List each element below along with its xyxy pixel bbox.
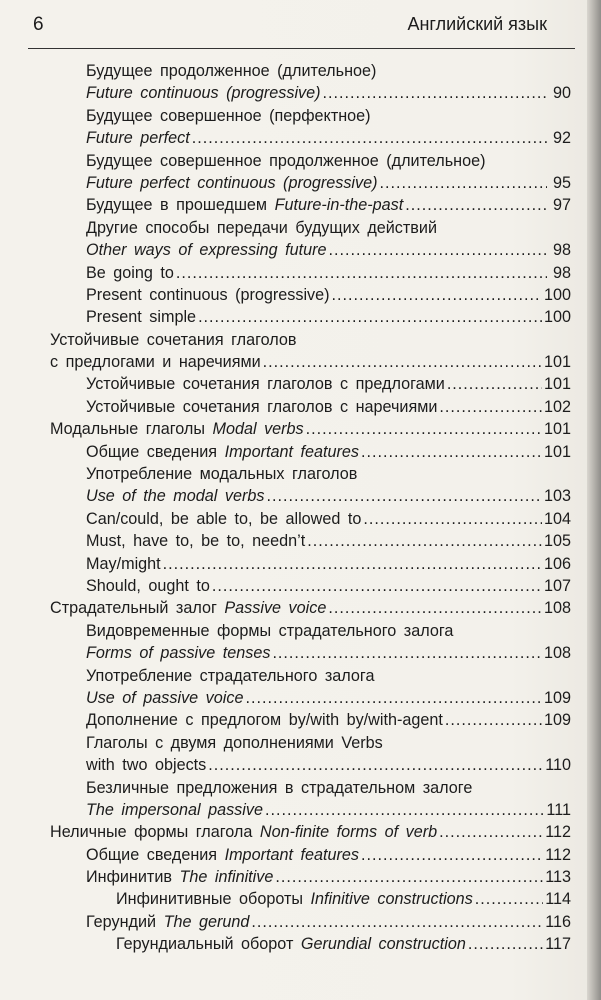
toc-entry[interactable]	[86, 687, 571, 709]
dot-leader	[198, 306, 542, 328]
toc-entry-title-italic: The infinitive	[179, 868, 274, 887]
toc-page-number: 108	[543, 644, 571, 663]
toc-heading-text: Будущее продолженное (длительное)	[86, 62, 377, 80]
toc-row	[0, 82, 601, 104]
toc-page-number: 95	[552, 173, 571, 192]
toc-heading-text: Видовременные формы страдательного залога	[86, 621, 454, 640]
toc-entry-title-italic: Future continuous (progressive)	[86, 84, 321, 103]
dot-leader	[475, 888, 543, 910]
toc-row	[0, 262, 601, 284]
toc-row	[0, 441, 601, 463]
dot-leader	[245, 687, 542, 709]
toc-page-number: 116	[545, 912, 571, 931]
dot-leader	[263, 351, 542, 373]
toc-entry[interactable]	[86, 508, 571, 530]
toc-page-number: 117	[545, 935, 571, 954]
toc-page-number: 111	[546, 800, 571, 819]
toc-heading-text: Употребление модальных глаголов	[86, 465, 358, 484]
toc-entry-title-plain: May/might	[86, 554, 161, 573]
toc-row	[0, 777, 601, 799]
toc-row	[0, 127, 601, 149]
toc-heading-text: Будущее совершенное (перфектное)	[86, 106, 371, 125]
toc-entry-title-plain: Общие сведения	[86, 845, 225, 864]
dot-leader	[328, 597, 542, 619]
toc-page-number: 101	[543, 353, 571, 372]
toc-entry[interactable]	[86, 844, 571, 866]
toc-entry-title-italic: Use of passive voice	[86, 688, 244, 707]
toc-entry-title	[86, 642, 270, 664]
toc-entry[interactable]	[86, 754, 571, 776]
toc-entry-title-italic: Forms of passive tenses	[86, 644, 271, 663]
dot-leader	[468, 933, 543, 955]
toc-entry-title-italic: Use of the modal verbs	[86, 487, 265, 506]
toc-row	[0, 553, 601, 575]
toc-page-number: 110	[545, 756, 571, 775]
dot-leader	[251, 911, 543, 933]
toc-row	[0, 373, 601, 395]
toc-row	[0, 217, 601, 239]
toc-entry-title	[50, 418, 304, 440]
dot-leader	[323, 82, 547, 104]
toc-row	[0, 194, 601, 216]
toc-entry[interactable]	[86, 441, 571, 463]
toc-entry-title	[86, 194, 403, 216]
toc-entry[interactable]	[86, 306, 571, 328]
toc-row	[0, 844, 601, 866]
toc-entry[interactable]	[86, 239, 571, 261]
dot-leader	[439, 821, 543, 843]
toc-entry[interactable]	[86, 373, 571, 395]
toc-entry-title	[86, 306, 196, 328]
dot-leader	[192, 127, 547, 149]
toc-entry-title	[116, 933, 466, 955]
toc-row	[0, 530, 601, 552]
toc-entry-title-plain: с предлогами и наречиями	[50, 353, 261, 372]
toc-row	[0, 351, 601, 373]
toc-entry-title-plain: Should, ought to	[86, 576, 210, 595]
dot-leader	[380, 172, 547, 194]
toc-row	[0, 508, 601, 530]
toc-entry-title-italic: Passive voice	[224, 599, 327, 618]
toc-page-number: 113	[545, 868, 571, 887]
toc-entry-title	[86, 866, 273, 888]
toc-row	[0, 821, 601, 843]
dot-leader	[445, 709, 542, 731]
toc-entry-title-italic: Other ways of expressing future	[86, 241, 327, 260]
toc-entry-title-plain: Can/could, be able to, be allowed to	[86, 509, 362, 528]
toc-entry-title	[86, 239, 327, 261]
dot-leader	[272, 642, 542, 664]
toc-row	[0, 799, 601, 821]
toc-entry-title-plain: Будущее в прошедшем	[86, 196, 275, 215]
toc-page-number: 108	[543, 599, 571, 618]
dot-leader	[266, 485, 542, 507]
toc-entry-title	[86, 284, 330, 306]
page-header	[0, 0, 587, 50]
toc-entry-title	[116, 888, 473, 910]
toc-entry-title	[86, 575, 210, 597]
toc-entry-title-plain: Герундиальный оборот	[116, 935, 301, 954]
toc-row	[0, 754, 601, 776]
toc-entry-title	[86, 687, 243, 709]
toc-page-number: 107	[543, 576, 571, 595]
dot-leader	[447, 373, 542, 395]
toc-entry[interactable]	[86, 172, 571, 194]
running-title: Английский язык	[407, 14, 547, 34]
header-rule	[28, 48, 575, 49]
toc-entry[interactable]	[86, 127, 571, 149]
toc-entry-title-italic: Modal verbs	[212, 420, 304, 439]
toc-entry-title-italic: Future perfect	[86, 129, 190, 148]
toc-entry[interactable]	[50, 351, 571, 373]
toc-entry-title-plain: Инфинитив	[86, 868, 180, 887]
toc-row	[0, 485, 601, 507]
toc-heading-text: Безличные предложения в страдательном залоге	[86, 778, 473, 797]
toc-entry-title-italic: Future-in-the-past	[274, 196, 404, 215]
page-number: 6	[33, 14, 44, 35]
dot-leader	[265, 799, 544, 821]
toc-page-number: 109	[543, 711, 571, 730]
toc-entry-title-italic: The impersonal passive	[86, 800, 263, 819]
toc-entry[interactable]	[86, 709, 571, 731]
toc-entry[interactable]	[86, 799, 571, 821]
toc-heading-text: Глаголы с двумя дополнениями Verbs	[86, 733, 383, 752]
toc-entry-title	[86, 172, 378, 194]
toc-entry-title	[86, 396, 437, 418]
dot-leader	[361, 844, 543, 866]
toc-entry-title-italic: Important features	[224, 845, 359, 864]
dot-leader	[439, 396, 542, 418]
toc-row	[0, 911, 601, 933]
dot-leader	[176, 262, 547, 284]
toc-entry-title-plain: Устойчивые сочетания глаголов с наречиями	[86, 397, 438, 416]
dot-leader	[405, 194, 547, 216]
toc-entry-title-italic: Infinitive constructions	[310, 890, 473, 909]
dot-leader	[212, 575, 542, 597]
toc-entry-title	[86, 441, 359, 463]
toc-row	[0, 732, 601, 754]
toc-row	[0, 105, 601, 127]
toc-entry[interactable]	[86, 530, 571, 552]
toc-entry[interactable]	[116, 933, 571, 955]
toc-entry-title	[86, 127, 190, 149]
toc-row	[0, 396, 601, 418]
page-edge	[587, 0, 601, 1000]
toc-entry-title-italic: Gerundial construction	[300, 935, 466, 954]
toc-entry[interactable]	[86, 642, 571, 664]
dot-leader	[332, 284, 542, 306]
toc-entry[interactable]	[50, 821, 571, 843]
toc-row	[0, 709, 601, 731]
table-of-contents	[0, 60, 601, 956]
toc-row	[0, 620, 601, 642]
toc-page-number: 98	[552, 241, 571, 260]
dot-leader	[275, 866, 543, 888]
dot-leader	[163, 553, 542, 575]
toc-row	[0, 306, 601, 328]
toc-entry-title	[86, 485, 264, 507]
toc-row	[0, 329, 601, 351]
toc-page-number: 92	[552, 129, 571, 148]
toc-entry-title	[50, 821, 437, 843]
toc-row	[0, 284, 601, 306]
toc-page-number: 101	[543, 375, 571, 394]
toc-entry-title	[50, 597, 326, 619]
toc-entry-title	[86, 844, 359, 866]
toc-row	[0, 597, 601, 619]
toc-entry[interactable]	[86, 911, 571, 933]
toc-page-number: 100	[543, 308, 571, 327]
toc-page-number: 98	[552, 263, 571, 282]
toc-entry-title-plain: with two objects	[86, 756, 207, 775]
toc-entry-title	[86, 530, 305, 552]
toc-row	[0, 150, 601, 172]
toc-entry[interactable]	[50, 597, 571, 619]
toc-entry-title-italic: Important features	[224, 442, 359, 461]
toc-row	[0, 463, 601, 485]
toc-entry-title	[86, 799, 263, 821]
toc-entry[interactable]	[86, 194, 571, 216]
dot-leader	[361, 441, 542, 463]
toc-page-number: 90	[552, 84, 571, 103]
dot-leader	[329, 239, 547, 261]
toc-entry-title-plain: Модальные глаголы	[50, 420, 213, 439]
toc-row	[0, 172, 601, 194]
toc-page-number: 101	[543, 442, 571, 461]
toc-row	[0, 418, 601, 440]
toc-entry[interactable]	[86, 866, 571, 888]
toc-heading-text: Употребление страдательного залога	[86, 666, 375, 685]
toc-row	[0, 888, 601, 910]
toc-page-number: 102	[543, 397, 571, 416]
toc-entry[interactable]	[86, 575, 571, 597]
toc-heading-text: Устойчивые сочетания глаголов	[50, 330, 297, 349]
toc-entry-title-plain: Неличные формы глагола	[50, 823, 260, 842]
toc-page-number: 97	[552, 196, 571, 215]
toc-page-number: 106	[543, 554, 571, 573]
dot-leader	[363, 508, 542, 530]
toc-page-number: 109	[543, 688, 571, 707]
toc-entry-title-plain: Устойчивые сочетания глаголов с предлогами	[86, 375, 445, 394]
toc-entry[interactable]	[86, 553, 571, 575]
toc-row	[0, 933, 601, 955]
toc-entry-title-plain: Must, have to, be to, needn’t	[86, 532, 306, 551]
toc-heading-text: Другие способы передачи будущих действий	[86, 218, 437, 237]
toc-page-number: 101	[543, 420, 571, 439]
toc-entry-title-plain: Be going to	[86, 263, 174, 282]
toc-entry[interactable]	[50, 418, 571, 440]
toc-entry-title	[86, 82, 321, 104]
toc-row	[0, 642, 601, 664]
toc-entry-title-plain: Инфинитивные обороты	[116, 890, 311, 909]
toc-row	[0, 665, 601, 687]
toc-row	[0, 575, 601, 597]
toc-entry-title	[50, 351, 261, 373]
toc-entry-title-plain: Дополнение с предлогом by/with by/with-agent	[86, 711, 443, 730]
toc-heading-text: Будущее совершенное продолженное (длительное)	[86, 151, 486, 170]
toc-entry-title-italic: Non-finite forms of verb	[259, 823, 438, 842]
toc-entry-title	[86, 553, 161, 575]
toc-entry-title	[86, 373, 445, 395]
toc-row	[0, 60, 601, 82]
toc-entry[interactable]	[86, 82, 571, 104]
toc-entry-title	[86, 911, 249, 933]
toc-page-number: 100	[543, 285, 571, 304]
toc-entry-title-plain: Present simple	[86, 308, 197, 327]
toc-entry-title	[86, 709, 443, 731]
toc-page-number: 105	[543, 532, 571, 551]
toc-row	[0, 687, 601, 709]
toc-entry-title-italic: The gerund	[163, 912, 250, 931]
toc-page-number: 114	[545, 890, 571, 909]
toc-page-number: 103	[543, 487, 571, 506]
toc-entry-title-plain: Present continuous (progressive)	[86, 285, 330, 304]
toc-entry-title	[86, 262, 174, 284]
dot-leader	[208, 754, 543, 776]
toc-entry-title-plain: Страдательный залог	[50, 599, 225, 618]
toc-entry-title	[86, 754, 206, 776]
toc-entry[interactable]	[86, 396, 571, 418]
toc-entry[interactable]	[86, 284, 571, 306]
toc-page-number: 112	[545, 823, 571, 842]
dot-leader	[307, 530, 542, 552]
toc-entry-title	[86, 508, 361, 530]
toc-page-number: 112	[545, 845, 571, 864]
toc-entry[interactable]	[116, 888, 571, 910]
toc-page-number: 104	[543, 509, 571, 528]
toc-entry-title-plain: Герундий	[86, 912, 164, 931]
toc-row	[0, 866, 601, 888]
toc-entry-title-plain: Общие сведения	[86, 442, 225, 461]
toc-row	[0, 239, 601, 261]
toc-entry[interactable]	[86, 262, 571, 284]
toc-entry[interactable]	[86, 485, 571, 507]
toc-entry-title-italic: Future perfect continuous (progressive)	[86, 173, 378, 192]
dot-leader	[306, 418, 542, 440]
